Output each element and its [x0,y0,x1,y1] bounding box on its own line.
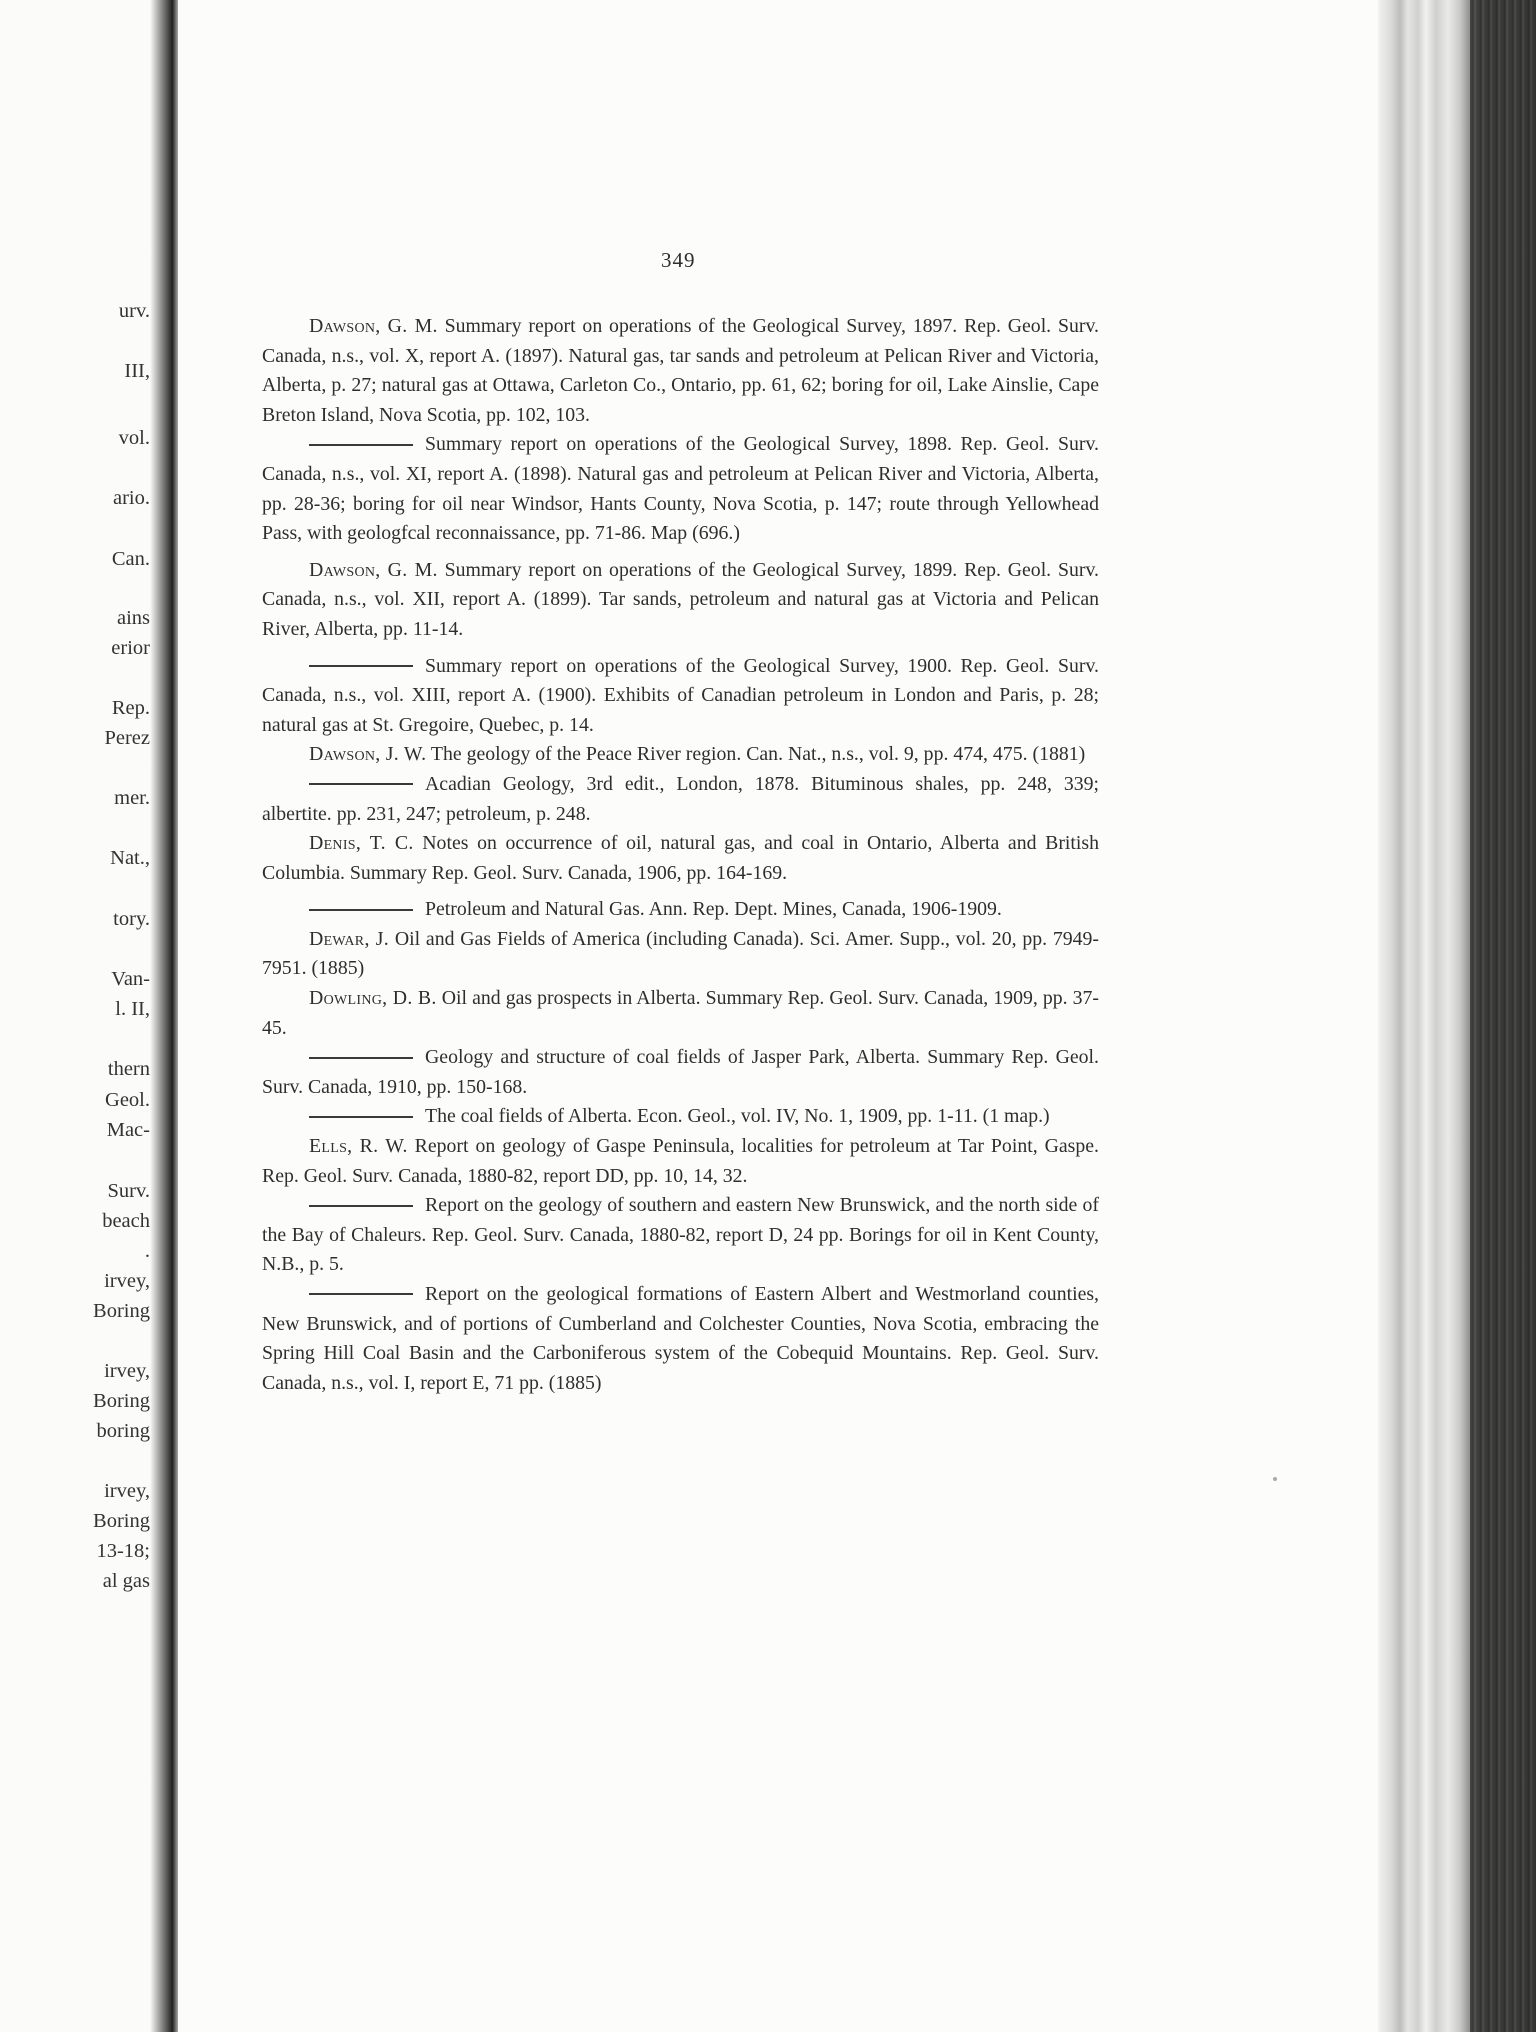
facing-page-fragment: l. II, [115,998,150,1020]
speck [1273,1477,1277,1481]
facing-page-fragment: Boring [93,1390,150,1412]
facing-page-fragment: vol. [118,427,150,449]
entry-text: Summary report on operations of the Geological Survey, 1898. Rep. Geol. Surv. Canada, n.s., vol. XI, report A. (1898). Natural gas and petroleum at Pelican River and Victoria, Alberta, pp. 28-36; boring for oil near Windsor, Hants County, Nova Scotia, p. 147; route through Yellowhead Pass, with geologfcal reconnaissance, pp. 71-86. Map (696.) [262,433,1099,545]
book-cover-edge [1470,0,1536,2032]
facing-page-text-fragments [0,0,150,2032]
facing-page-fragment: Surv. [107,1180,150,1202]
facing-page-fragment: . [144,1240,150,1262]
entry-author: Denis, T. C. [309,832,414,855]
book-gutter [150,0,178,2032]
facing-page-fragment: Nat., [110,847,150,869]
facing-page-fragment: Van- [111,968,150,990]
bibliography-entry [262,1102,1099,1132]
entry-text: Notes on occurrence of oil, natural gas, and coal in Ontario, Alberta and British Columbia. Summary Rep. Geol. Surv. Canada, 1906, pp. 164-169. [262,832,1099,884]
facing-page-fragment: ario. [113,487,150,509]
bibliography-entry [262,652,1099,741]
page-number-text: 349 [661,248,696,272]
entry-text: Report on the geological formations of Eastern Albert and Westmorland counties, New Brunswick, and of portions of Cumberland and Colchester Counties, Nova Scotia, embracing the Spring Hill Coal Basin and the Carboniferous system of the Cobequid Mountains. Rep. Geol. Surv. Canada, n.s., vol. I, report E, 71 pp. (1885) [262,1283,1099,1394]
entry-text: Geology and structure of coal fields of Jasper Park, Alberta. Summary Rep. Geol. Surv. Canada, 1910, pp. 150-168. [262,1046,1099,1098]
facing-page-fragment: III, [124,360,150,382]
entry-text: Report on geology of Gaspe Peninsula, localities for petroleum at Tar Point, Gaspe. Rep. Geol. Surv. Canada, 1880-82, report DD, pp. 10, 14, 32. [262,1135,1099,1187]
facing-page-fragment: Perez [104,727,150,749]
facing-page-fragment: beach [102,1210,150,1232]
facing-page-fragment: ains [116,607,150,629]
entry-text: Summary report on operations of the Geological Survey, 1899. Rep. Geol. Surv. Canada, n.s., vol. XII, report A. (1899). Tar sands, petroleum and natural gas at Victoria and Pelican River, Alberta, pp. 11-14. [262,558,1099,640]
facing-page-fragment: tory. [113,908,150,930]
facing-page-fragment: Can. [111,548,150,570]
ditto-dash [309,1116,413,1118]
facing-page-fragment: irvey, [104,1360,150,1382]
facing-page-fragment: Boring [93,1510,150,1532]
facing-page-fragment: 13-18; [96,1540,150,1562]
entry-text: Acadian Geology, 3rd edit., London, 1878. Bituminous shales, pp. 248, 339; albertite. pp. 231, 247; petroleum, p. 248. [262,772,1099,825]
bibliography-entry [262,895,1099,925]
facing-page-fragment: irvey, [104,1480,150,1502]
ditto-dash [309,1293,413,1295]
bibliography-entry [262,1043,1099,1102]
entry-author: Dawson, G. M. [309,315,438,337]
entry-text: Petroleum and Natural Gas. Ann. Rep. Dept. Mines, Canada, 1906-1909. [425,898,1002,921]
bibliography-entry [262,1280,1099,1398]
entry-author: Ells, R. W. [309,1135,408,1158]
entry-author: Dawson, G. M. [309,558,438,581]
facing-page-edge [0,0,175,2032]
ditto-dash [309,444,413,446]
facing-page-fragment: Geol. [105,1089,150,1111]
facing-page-fragment: al gas [102,1570,150,1592]
bibliography-entry [262,1191,1099,1280]
facing-page-fragment: Mac- [106,1119,150,1141]
entry-text: The coal fields of Alberta. Econ. Geol., vol. IV, No. 1, 1909, pp. 1-11. (1 map.) [425,1105,1050,1128]
entry-text: Oil and gas prospects in Alberta. Summary Rep. Geol. Surv. Canada, 1909, pp. 37-45. [262,987,1100,1039]
bibliography-entry [262,770,1099,829]
entry-text: Summary report on operations of the Geological Survey, 1897. Rep. Geol. Surv. Canada, n.s., vol. X, report A. (1897). Natural gas, tar sands and petroleum at Pelican River and Victoria, Alberta, p. 27; natural gas at Ottawa, Carleton Co., Ontario, pp. 61, 62; boring for oil, Lake Ainslie, Cape Breton Island, Nova Scotia, pp. 102, 103. [262,315,1099,426]
entry-text: Report on the geology of southern and eastern New Brunswick, and the north side of the Bay of Chaleurs. Rep. Geol. Surv. Canada, 1880-82, report D, 24 pp. Borings for oil in Kent County, N.B., p. 5. [262,1194,1099,1276]
facing-page-fragment: thern [107,1058,150,1080]
ditto-dash [309,1205,413,1207]
bibliography-entry [262,740,1099,770]
facing-page-fragment: irvey, [104,1270,150,1292]
facing-page-fragment: mer. [114,787,150,809]
ditto-dash [309,665,413,667]
bibliography-entry [262,829,1099,888]
facing-page-fragment: erior [111,637,150,659]
bibliography-entry [262,430,1099,548]
ditto-dash [309,909,413,911]
bibliography-entry [262,312,1099,430]
facing-page-fragment: Boring [93,1300,150,1322]
bibliography-entry [262,984,1099,1043]
entry-text: The geology of the Peace River region. Can. Nat., n.s., vol. 9, pp. 474, 475. (1881) [426,743,1086,766]
facing-page-fragment: Rep. [111,697,150,719]
bibliography-entries [262,312,1099,1398]
entry-author: Dowling, D. B. [309,987,437,1010]
bibliography-entry [262,925,1099,984]
facing-page-fragment: boring [96,1420,150,1442]
bibliography-entry [262,556,1099,645]
ditto-dash [309,783,413,785]
entry-text: Summary report on operations of the Geological Survey, 1900. Rep. Geol. Surv. Canada, n.s., vol. XIII, report A. (1900). Exhibits of Canadian petroleum in London and Paris, p. 28; natural gas at St. Gregoire, Quebec, p. 14. [262,654,1099,736]
ditto-dash [309,1057,413,1059]
bibliography-entry [262,1132,1099,1191]
entry-author: Dewar, J. [309,927,390,950]
entry-text: Oil and Gas Fields of America (including Canada). Sci. Amer. Supp., vol. 20, pp. 7949-7951. (1885) [262,927,1099,980]
entry-author: Dawson, J. W. [309,743,427,766]
facing-page-fragment: urv. [118,300,150,322]
